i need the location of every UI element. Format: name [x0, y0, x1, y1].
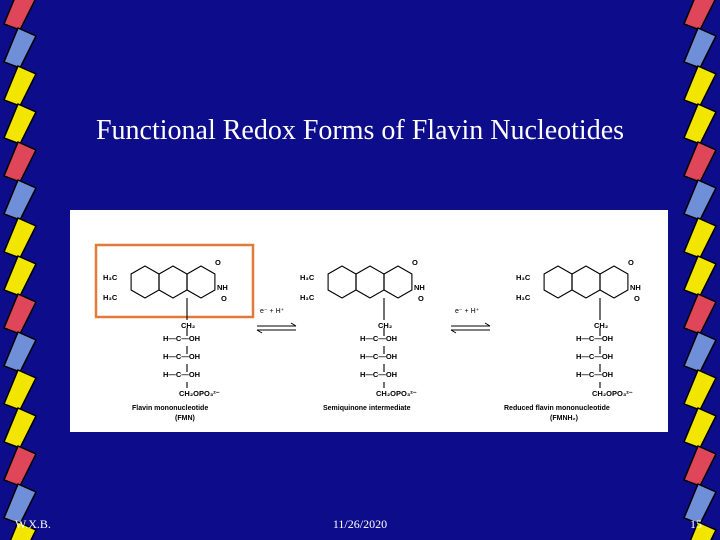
border-zigzag-segment — [684, 28, 716, 68]
ring — [159, 266, 187, 298]
border-zigzag-segment — [684, 180, 716, 220]
atom-label: H—C—OH — [360, 370, 398, 379]
fmn-structure — [103, 258, 228, 398]
border-zigzag-segment — [4, 294, 36, 334]
border-zigzag-segment — [684, 370, 716, 410]
atom-label: CH₂OPO₃²⁻ — [376, 389, 417, 398]
atom-label: H₃C — [103, 273, 118, 282]
caption-fmnh2: Reduced flavin mononucleotide — [504, 405, 610, 412]
atom-label: H₃C — [516, 273, 531, 282]
border-zigzag-segment — [684, 142, 716, 182]
ring — [572, 266, 600, 298]
border-zigzag-segment — [684, 256, 716, 296]
border-zigzag-segment — [4, 332, 36, 372]
atom-label: O — [412, 258, 418, 267]
atom-label: H—C—OH — [576, 352, 614, 361]
chemical-structures-diagram — [70, 210, 668, 432]
border-zigzag-segment — [684, 446, 716, 486]
atom-label: H—C—OH — [360, 352, 398, 361]
page-number: 15 — [690, 517, 702, 531]
atom-label: NH — [217, 283, 228, 292]
ring — [187, 266, 215, 298]
fmnh2-structure — [516, 258, 641, 398]
atom-label: NH — [414, 283, 425, 292]
border-zigzag-segment — [684, 218, 716, 258]
border-zigzag-segment — [4, 0, 36, 30]
atom-label: O — [221, 294, 227, 303]
border-zigzag-segment — [684, 408, 716, 448]
border-zigzag-segment — [684, 104, 716, 144]
ring — [131, 266, 159, 298]
border-zigzag-segment — [4, 142, 36, 182]
ring — [328, 266, 356, 298]
atom-label: H—C—OH — [360, 334, 398, 343]
ring — [544, 266, 572, 298]
border-zigzag-segment — [684, 66, 716, 106]
left-border-decoration — [0, 0, 40, 540]
caption-fmnh2-abbrev: (FMNH₂) — [550, 415, 578, 422]
atom-label: H₃C — [300, 273, 315, 282]
border-zigzag-segment — [4, 370, 36, 410]
border-zigzag-segment — [4, 66, 36, 106]
border-zigzag-segment — [684, 0, 716, 30]
atom-label: H—C—OH — [576, 370, 614, 379]
atom-label: CH₂OPO₃²⁻ — [179, 389, 220, 398]
ring — [384, 266, 412, 298]
atom-label: O — [215, 258, 221, 267]
flavin-redox-figure — [70, 210, 668, 432]
atom-label: H₃C — [103, 293, 118, 302]
atom-label: CH₂ — [378, 321, 393, 330]
border-zigzag-segment — [684, 332, 716, 372]
footer-date: 11/26/2020 — [332, 517, 388, 531]
border-zigzag-segment — [4, 256, 36, 296]
caption-fmn: Flavin mononucleotide — [132, 405, 209, 412]
atom-label: O — [634, 294, 640, 303]
atom-label: CH₂OPO₃²⁻ — [592, 389, 633, 398]
slide-title: Functional Redox Forms of Flavin Nucleotides — [95, 115, 625, 146]
footer-author: W.X.B. — [15, 517, 51, 531]
right-border-decoration — [680, 0, 720, 540]
atom-label: H—C—OH — [163, 370, 201, 379]
border-zigzag-segment — [4, 408, 36, 448]
atom-label: CH₂ — [181, 321, 196, 330]
atom-label: O — [628, 258, 634, 267]
atom-label: H₃C — [516, 293, 531, 302]
atom-label: H—C—OH — [163, 334, 201, 343]
border-zigzag-segment — [684, 294, 716, 334]
border-zigzag-segment — [4, 446, 36, 486]
atom-label: NH — [630, 283, 641, 292]
atom-label: H₃C — [300, 293, 315, 302]
atom-label: O — [418, 294, 424, 303]
caption-fmn-abbrev: (FMN) — [175, 415, 195, 422]
equilibrium-arrow-1 — [257, 308, 296, 333]
border-zigzag-segment — [4, 180, 36, 220]
semiquinone-structure — [300, 258, 425, 398]
atom-label: CH₂ — [594, 321, 609, 330]
ring — [356, 266, 384, 298]
atom-label: H—C—OH — [163, 352, 201, 361]
caption-semiquinone: Semiquinone intermediate — [323, 405, 411, 412]
arrow-label-1: e⁻ + H⁺ — [260, 308, 285, 315]
border-zigzag-segment — [4, 218, 36, 258]
isoalloxazine-highlight-box — [96, 245, 253, 317]
ring — [600, 266, 628, 298]
equilibrium-arrow-2 — [451, 308, 490, 333]
border-zigzag-segment — [4, 28, 36, 68]
arrow-label-2: e⁻ + H⁺ — [455, 308, 480, 315]
atom-label: H—C—OH — [576, 334, 614, 343]
border-zigzag-segment — [4, 104, 36, 144]
